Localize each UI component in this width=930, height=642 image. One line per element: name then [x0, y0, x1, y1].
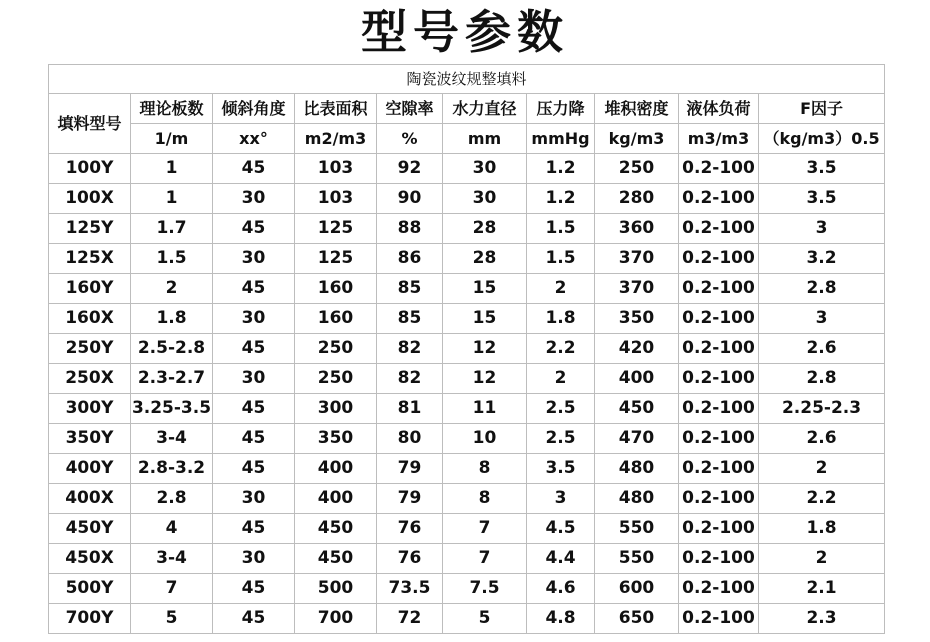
- value-cell: 125: [295, 214, 377, 244]
- value-cell: 85: [377, 304, 443, 334]
- value-cell: 45: [213, 274, 295, 304]
- value-cell: 45: [213, 574, 295, 604]
- value-cell: 79: [377, 454, 443, 484]
- value-cell: 0.2-100: [679, 184, 759, 214]
- column-header-name: 液体负荷: [679, 94, 759, 124]
- value-cell: 90: [377, 184, 443, 214]
- value-cell: 2.5: [527, 424, 595, 454]
- table-row: [49, 484, 885, 514]
- value-cell: 28: [443, 214, 527, 244]
- value-cell: 45: [213, 604, 295, 634]
- value-cell: 250: [595, 154, 679, 184]
- column-header-unit: %: [377, 124, 443, 154]
- column-header-name: 理论板数: [131, 94, 213, 124]
- model-cell: 700Y: [49, 604, 131, 634]
- table-row: [49, 334, 885, 364]
- value-cell: 11: [443, 394, 527, 424]
- value-cell: 370: [595, 274, 679, 304]
- value-cell: 2: [131, 274, 213, 304]
- model-cell: 500Y: [49, 574, 131, 604]
- value-cell: 250: [295, 334, 377, 364]
- value-cell: 7: [443, 514, 527, 544]
- value-cell: 12: [443, 334, 527, 364]
- column-header-unit: kg/m3: [595, 124, 679, 154]
- model-cell: 100X: [49, 184, 131, 214]
- value-cell: 3: [759, 304, 885, 334]
- table-row: [49, 244, 885, 274]
- value-cell: 8: [443, 454, 527, 484]
- value-cell: 7.5: [443, 574, 527, 604]
- table-row: [49, 544, 885, 574]
- value-cell: 3.2: [759, 244, 885, 274]
- value-cell: 2.3-2.7: [131, 364, 213, 394]
- value-cell: 10: [443, 424, 527, 454]
- value-cell: 280: [595, 184, 679, 214]
- value-cell: 450: [295, 514, 377, 544]
- value-cell: 72: [377, 604, 443, 634]
- value-cell: 0.2-100: [679, 244, 759, 274]
- model-cell: 450X: [49, 544, 131, 574]
- model-cell: 125X: [49, 244, 131, 274]
- value-cell: 2.25-2.3: [759, 394, 885, 424]
- value-cell: 45: [213, 454, 295, 484]
- value-cell: 400: [295, 484, 377, 514]
- model-cell: 350Y: [49, 424, 131, 454]
- value-cell: 1: [131, 184, 213, 214]
- value-cell: 400: [295, 454, 377, 484]
- value-cell: 85: [377, 274, 443, 304]
- value-cell: 45: [213, 514, 295, 544]
- value-cell: 1.2: [527, 184, 595, 214]
- value-cell: 350: [295, 424, 377, 454]
- model-cell: 400X: [49, 484, 131, 514]
- table-caption-row: [49, 65, 885, 94]
- value-cell: 0.2-100: [679, 544, 759, 574]
- value-cell: 82: [377, 364, 443, 394]
- value-cell: 160: [295, 274, 377, 304]
- model-cell: 450Y: [49, 514, 131, 544]
- value-cell: 0.2-100: [679, 484, 759, 514]
- value-cell: 76: [377, 544, 443, 574]
- model-cell: 250Y: [49, 334, 131, 364]
- value-cell: 8: [443, 484, 527, 514]
- value-cell: 0.2-100: [679, 454, 759, 484]
- column-header-name: 空隙率: [377, 94, 443, 124]
- value-cell: 7: [443, 544, 527, 574]
- table-row: [49, 394, 885, 424]
- table-row: [49, 574, 885, 604]
- value-cell: 80: [377, 424, 443, 454]
- value-cell: 30: [213, 484, 295, 514]
- model-cell: 160Y: [49, 274, 131, 304]
- value-cell: 700: [295, 604, 377, 634]
- value-cell: 2.1: [759, 574, 885, 604]
- value-cell: 0.2-100: [679, 514, 759, 544]
- value-cell: 81: [377, 394, 443, 424]
- model-cell: 400Y: [49, 454, 131, 484]
- value-cell: 30: [443, 154, 527, 184]
- value-cell: 76: [377, 514, 443, 544]
- value-cell: 3.5: [527, 454, 595, 484]
- column-header-type: 填料型号: [49, 94, 131, 154]
- column-unit-row: [49, 124, 885, 154]
- value-cell: 2.3: [759, 604, 885, 634]
- value-cell: 0.2-100: [679, 274, 759, 304]
- value-cell: 1.5: [131, 244, 213, 274]
- value-cell: 4: [131, 514, 213, 544]
- value-cell: 103: [295, 154, 377, 184]
- value-cell: 1.8: [759, 514, 885, 544]
- value-cell: 12: [443, 364, 527, 394]
- value-cell: 92: [377, 154, 443, 184]
- value-cell: 2.5: [527, 394, 595, 424]
- table-row: [49, 604, 885, 634]
- value-cell: 2.8: [759, 364, 885, 394]
- value-cell: 160: [295, 304, 377, 334]
- table-row: [49, 514, 885, 544]
- model-cell: 160X: [49, 304, 131, 334]
- model-cell: 250X: [49, 364, 131, 394]
- page-title: 型号参数: [361, 5, 569, 59]
- column-header-unit: m2/m3: [295, 124, 377, 154]
- table-row: [49, 364, 885, 394]
- value-cell: 500: [295, 574, 377, 604]
- value-cell: 1.5: [527, 214, 595, 244]
- value-cell: 1.2: [527, 154, 595, 184]
- value-cell: 0.2-100: [679, 304, 759, 334]
- value-cell: 2: [527, 274, 595, 304]
- value-cell: 2.2: [759, 484, 885, 514]
- spec-table: [48, 64, 885, 634]
- value-cell: 45: [213, 214, 295, 244]
- value-cell: 350: [595, 304, 679, 334]
- value-cell: 550: [595, 544, 679, 574]
- value-cell: 79: [377, 484, 443, 514]
- value-cell: 1.8: [527, 304, 595, 334]
- value-cell: 650: [595, 604, 679, 634]
- value-cell: 3-4: [131, 544, 213, 574]
- value-cell: 0.2-100: [679, 574, 759, 604]
- value-cell: 470: [595, 424, 679, 454]
- column-header-unit: mm: [443, 124, 527, 154]
- table-row: [49, 454, 885, 484]
- table-caption: 陶瓷波纹规整填料: [49, 65, 885, 94]
- value-cell: 1.5: [527, 244, 595, 274]
- value-cell: 450: [595, 394, 679, 424]
- value-cell: 2: [527, 364, 595, 394]
- value-cell: 82: [377, 334, 443, 364]
- value-cell: 4.5: [527, 514, 595, 544]
- value-cell: 7: [131, 574, 213, 604]
- value-cell: 5: [443, 604, 527, 634]
- value-cell: 0.2-100: [679, 364, 759, 394]
- value-cell: 45: [213, 154, 295, 184]
- value-cell: 3.25-3.5: [131, 394, 213, 424]
- value-cell: 250: [295, 364, 377, 394]
- value-cell: 0.2-100: [679, 154, 759, 184]
- value-cell: 30: [213, 244, 295, 274]
- value-cell: 30: [213, 544, 295, 574]
- value-cell: 450: [295, 544, 377, 574]
- column-header-name: 压力降: [527, 94, 595, 124]
- value-cell: 2.2: [527, 334, 595, 364]
- column-header-name: 倾斜角度: [213, 94, 295, 124]
- value-cell: 15: [443, 304, 527, 334]
- value-cell: 86: [377, 244, 443, 274]
- value-cell: 2.8-3.2: [131, 454, 213, 484]
- value-cell: 3-4: [131, 424, 213, 454]
- value-cell: 370: [595, 244, 679, 274]
- value-cell: 2.6: [759, 424, 885, 454]
- value-cell: 73.5: [377, 574, 443, 604]
- value-cell: 3.5: [759, 154, 885, 184]
- value-cell: 2.8: [759, 274, 885, 304]
- value-cell: 480: [595, 454, 679, 484]
- column-header-unit: mmHg: [527, 124, 595, 154]
- table-row: [49, 214, 885, 244]
- table-row: [49, 184, 885, 214]
- value-cell: 480: [595, 484, 679, 514]
- value-cell: 2: [759, 544, 885, 574]
- value-cell: 125: [295, 244, 377, 274]
- value-cell: 2.8: [131, 484, 213, 514]
- value-cell: 45: [213, 334, 295, 364]
- value-cell: 1.8: [131, 304, 213, 334]
- column-header-row: [49, 94, 885, 124]
- table-row: [49, 424, 885, 454]
- value-cell: 600: [595, 574, 679, 604]
- value-cell: 3.5: [759, 184, 885, 214]
- value-cell: 103: [295, 184, 377, 214]
- value-cell: 4.6: [527, 574, 595, 604]
- value-cell: 400: [595, 364, 679, 394]
- column-header-unit: xx°: [213, 124, 295, 154]
- value-cell: 1.7: [131, 214, 213, 244]
- value-cell: 550: [595, 514, 679, 544]
- value-cell: 15: [443, 274, 527, 304]
- value-cell: 30: [213, 184, 295, 214]
- column-header-name: 堆积密度: [595, 94, 679, 124]
- column-header-name: F因子: [759, 94, 885, 124]
- column-header-name: 水力直径: [443, 94, 527, 124]
- value-cell: 2: [759, 454, 885, 484]
- value-cell: 0.2-100: [679, 214, 759, 244]
- model-cell: 125Y: [49, 214, 131, 244]
- value-cell: 2.5-2.8: [131, 334, 213, 364]
- value-cell: 420: [595, 334, 679, 364]
- value-cell: 0.2-100: [679, 334, 759, 364]
- value-cell: 45: [213, 394, 295, 424]
- column-header-unit: m3/m3: [679, 124, 759, 154]
- value-cell: 0.2-100: [679, 424, 759, 454]
- column-header-unit: （kg/m3）0.5: [759, 124, 885, 154]
- value-cell: 30: [443, 184, 527, 214]
- column-header-unit: 1/m: [131, 124, 213, 154]
- table-row: [49, 154, 885, 184]
- model-cell: 300Y: [49, 394, 131, 424]
- value-cell: 30: [213, 364, 295, 394]
- value-cell: 4.8: [527, 604, 595, 634]
- value-cell: 2.6: [759, 334, 885, 364]
- value-cell: 5: [131, 604, 213, 634]
- value-cell: 28: [443, 244, 527, 274]
- value-cell: 4.4: [527, 544, 595, 574]
- value-cell: 45: [213, 424, 295, 454]
- value-cell: 30: [213, 304, 295, 334]
- table-row: [49, 304, 885, 334]
- column-header-name: 比表面积: [295, 94, 377, 124]
- value-cell: 300: [295, 394, 377, 424]
- value-cell: 1: [131, 154, 213, 184]
- value-cell: 0.2-100: [679, 604, 759, 634]
- table-row: [49, 274, 885, 304]
- value-cell: 3: [759, 214, 885, 244]
- value-cell: 88: [377, 214, 443, 244]
- value-cell: 0.2-100: [679, 394, 759, 424]
- value-cell: 360: [595, 214, 679, 244]
- value-cell: 3: [527, 484, 595, 514]
- model-cell: 100Y: [49, 154, 131, 184]
